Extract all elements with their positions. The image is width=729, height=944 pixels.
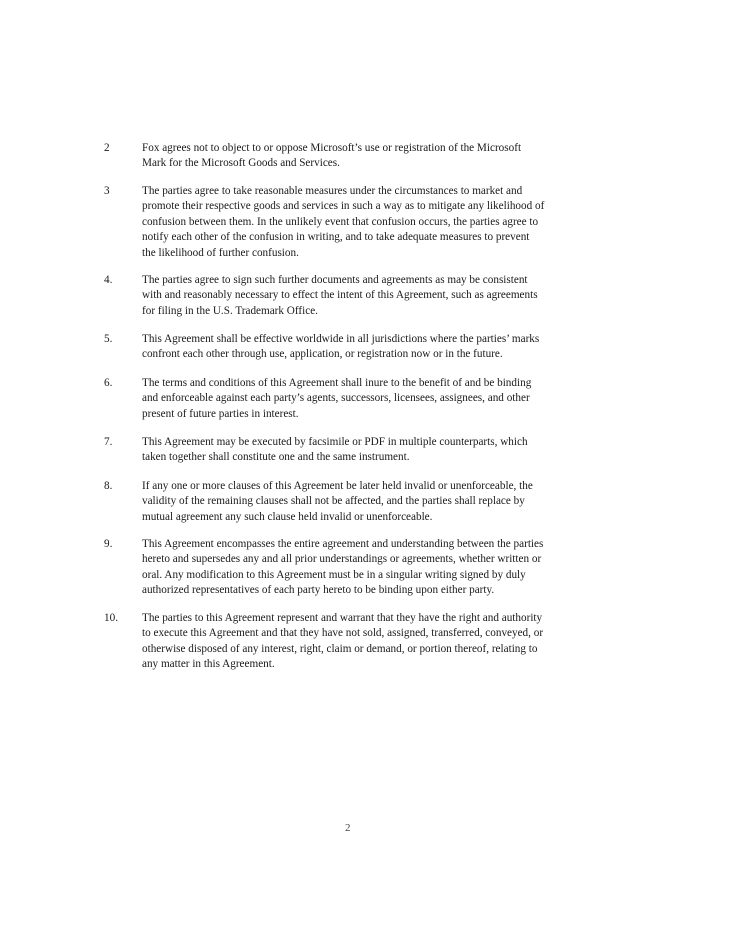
clause-text (142, 435, 610, 466)
clause-line: notify each other of the confusion in writing, and to take adequate measures to prevent (142, 231, 530, 244)
clause-line: hereto and supersedes any and all prior understandings or agreements, whether written or (142, 553, 542, 566)
clause-number: 7. (104, 436, 113, 448)
clause-line: and enforceable against each party’s agents, successors, licensees, assignees, and other (142, 392, 530, 405)
clause-text (142, 479, 610, 525)
clause-line: The parties agree to take reasonable measures under the circumstances to market and (142, 185, 523, 197)
clause-number: 8. (104, 480, 113, 492)
clause-line: confront each other through use, application, or registration now or in the future. (142, 348, 503, 361)
clause-line: the likelihood of further confusion. (142, 246, 299, 259)
clause-line: to execute this Agreement and that they have not sold, assigned, transferred, conveyed, or (142, 627, 544, 640)
clause-number: 3 (104, 185, 110, 197)
clause-line: This Agreement encompasses the entire agreement and understanding between the parties (142, 538, 544, 550)
clause-number: 2 (104, 142, 110, 154)
clause-number: 10. (104, 612, 118, 624)
clause-line: This Agreement may be executed by facsimile or PDF in multiple counterparts, which (142, 436, 528, 448)
clause-number: 6. (104, 377, 113, 389)
clause-line: present of future parties in interest. (142, 407, 299, 420)
clause-line: Mark for the Microsoft Goods and Services. (142, 157, 340, 170)
clause-line: any matter in this Agreement. (142, 658, 275, 671)
clause-line: The parties agree to sign such further documents and agreements as may be consistent (142, 274, 528, 286)
clause-text (142, 141, 610, 172)
clause-line: authorized representatives of each party hereto to be binding upon either party. (142, 584, 495, 597)
clause-line: oral. Any modification to this Agreement must be in a singular writing signed by duly (142, 568, 526, 581)
clause-line: The parties to this Agreement represent and warrant that they have the right and authority (142, 612, 543, 624)
clause-text (142, 273, 610, 319)
clause-line: This Agreement shall be effective worldwide in all jurisdictions where the parties’ marks (142, 333, 540, 345)
clause-number: 5. (104, 333, 113, 345)
clause-line: taken together shall constitute one and the same instrument. (142, 451, 410, 464)
clause-line: otherwise disposed of any interest, right, claim or demand, or portion thereof, relating to (142, 642, 538, 655)
clause-text (142, 332, 610, 363)
clause-line: for filing in the U.S. Trademark Office. (142, 304, 318, 317)
clause-line: If any one or more clauses of this Agreement be later held invalid or unenforceable, the (142, 480, 533, 492)
clause-number: 4. (104, 274, 113, 286)
page-number: 2 (345, 822, 351, 834)
clause-line: promote their respective goods and services in such a way as to mitigate any likelihood of (142, 200, 545, 213)
clause-line: validity of the remaining clauses shall not be affected, and the parties shall replace by (142, 495, 525, 508)
clause-line: Fox agrees not to object to or oppose Microsoft’s use or registration of the Microsoft (142, 142, 522, 154)
clause-line: confusion between them. In the unlikely event that confusion occurs, the parties agree to (142, 215, 539, 228)
clause-number: 9. (104, 538, 113, 550)
clause-line: with and reasonably necessary to effect the intent of this Agreement, such as agreements (142, 289, 538, 302)
clause-text (142, 376, 610, 422)
clause-line: The terms and conditions of this Agreement shall inure to the benefit of and be binding (142, 377, 532, 389)
clause-text (142, 537, 610, 599)
clause-text (142, 184, 610, 261)
clause-text (142, 611, 610, 673)
clause-line: mutual agreement any such clause held invalid or unenforceable. (142, 510, 433, 523)
